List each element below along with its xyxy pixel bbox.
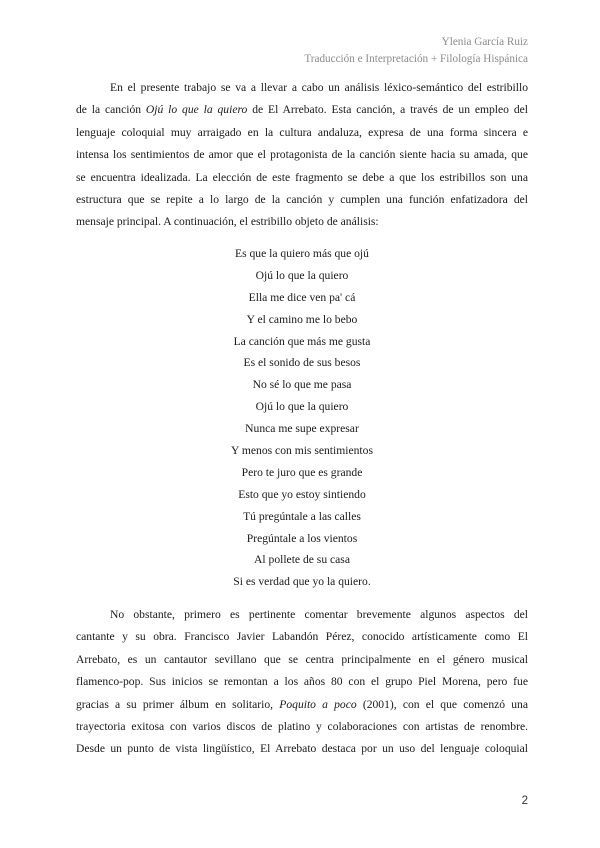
verse-line: Ella me dice ven pa' cá	[248, 290, 356, 304]
verse-line: La canción que más me gusta	[233, 334, 371, 348]
paragraph-line: Arrebato, es un cantautor sevillano que se centra principalmente en el género musical	[76, 652, 528, 666]
page-header	[304, 34, 528, 68]
paragraph-line: se encuentra idealizada. La elección de este fragmento se debe a que los estribillos son una	[76, 170, 528, 184]
paragraph-line: En el presente trabajo se va a llevar a cabo un análisis léxico-semántico del estribillo	[110, 81, 528, 94]
intro-paragraph	[76, 77, 528, 234]
verse-line: Es que la quiero más que ojú	[235, 247, 369, 260]
paragraph-line	[76, 99, 528, 121]
text-run: de la canción	[76, 103, 146, 117]
verse-line: Si es verdad que yo la quiero.	[233, 575, 371, 589]
header-author: Ylenia García Ruiz	[441, 36, 528, 48]
song-title: Ojú lo que la quiero	[145, 103, 248, 117]
paragraph-line: Desde un punto de vista lingüístico, El Arrebato destaca por un uso del lenguaje coloquial	[76, 742, 528, 756]
album-title: Poquito a poco	[279, 697, 357, 711]
verse-line: Y menos con mis sentimientos	[231, 444, 373, 458]
header-degree: Traducción e Interpretación + Filología Hispánica	[304, 53, 528, 65]
page-number: 2	[521, 795, 528, 807]
verse-line: Pero te juro que es grande	[241, 465, 363, 479]
paragraph-line: estructura que se repite a lo largo de la canción y cumplen una función enfatizadora del	[76, 193, 528, 207]
verse-line: No sé lo que me pasa	[252, 378, 352, 392]
text-run: de El Arrebato. Esta canción, a través de un empleo del	[247, 103, 528, 117]
paragraph-line: lenguaje coloquial muy arraigado en la cultura andaluza, expresa de una forma sincera e	[76, 125, 528, 139]
text-run: (2001), con el que comenzó una	[356, 697, 528, 711]
verse-line: Al pollete de su casa	[254, 553, 350, 567]
paragraph-line: intensa los sentimientos de amor que el protagonista de la canción siente hacia su amada, que	[76, 148, 528, 162]
text-run: gracias a su primer álbum en solitario,	[76, 697, 280, 711]
verse-line: Esto que yo estoy sintiendo	[238, 487, 366, 501]
artist-paragraph	[76, 604, 528, 761]
paragraph-line: cantante y su obra. Francisco Javier Labandón Pérez, conocido artísticamente como El	[76, 630, 528, 644]
verse-line: Pregúntale a los vientos	[246, 531, 358, 545]
paragraph-line: No obstante, primero es pertinente comentar brevemente algunos aspectos del	[110, 608, 528, 621]
paragraph-line: mensaje principal. A continuación, el estribillo objeto de análisis:	[76, 215, 379, 229]
verse-line: Tú pregúntale a las calles	[243, 509, 361, 523]
verse-line: Y el camino me lo bebo	[246, 312, 358, 326]
verse-line: Ojú lo que la quiero	[255, 268, 349, 282]
chorus-verse	[76, 243, 528, 593]
paragraph-line: trayectoria exitosa con varios discos de platino y colaboraciones con artistas de renombre.	[76, 720, 528, 734]
paragraph-line	[76, 694, 528, 716]
verse-line: Nunca me supe expresar	[245, 422, 359, 436]
verse-line: Es el sonido de sus besos	[243, 356, 361, 370]
paragraph-line: flamenco-pop. Sus inicios se remontan a los años 80 con el grupo Piel Morena, pero fue	[76, 675, 528, 689]
verse-line: Ojú lo que la quiero	[255, 400, 349, 414]
